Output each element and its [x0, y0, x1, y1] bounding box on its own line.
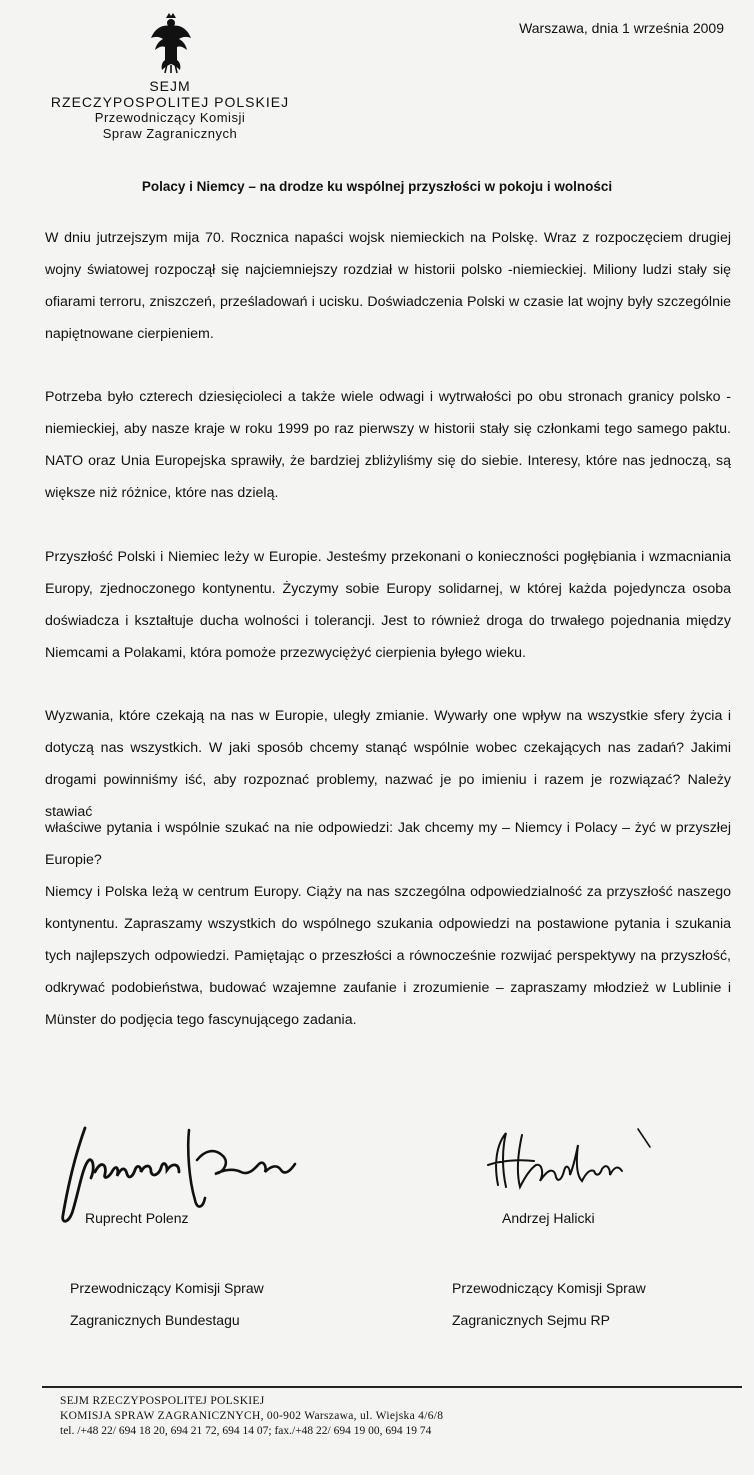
signatory-left-role: [70, 1272, 264, 1336]
signatory-right-name: Andrzej Halicki: [502, 1210, 595, 1226]
signatory-left-role-line2: Zagranicznych Bundestagu: [70, 1312, 240, 1328]
footer-line-3: tel. /+48 22/ 694 18 20, 694 21 72, 694 14 07; fax./+48 22/ 694 19 00, 694 19 74: [60, 1425, 432, 1437]
footer-divider: [42, 1386, 742, 1388]
letterhead-footer: [60, 1394, 443, 1439]
signatory-left-role-line1: Przewodniczący Komisji Spraw: [70, 1280, 264, 1296]
footer-line-2: KOMISJA SPRAW ZAGRANICZNYCH, 00-902 Warszawa, ul. Wiejska 4/6/8: [60, 1410, 444, 1422]
paragraph-4: Wyzwania, które czekają na nas w Europie, uległy zmianie. Wywarły one wpływ na wszystkie sfery życia i dotyczą nas wszystkich. W jaki sposób chcemy stanąć wspólnie wobec czekających nas zadań? Jakimi drogami powinniśmy iść, aby rozpoznać problemy, nazwać je po imieniu i razem je rozwiązać? Należy stawiać: [45, 708, 731, 820]
signatory-right-role-line1: Przewodniczący Komisji Spraw: [452, 1280, 646, 1296]
sender-header: [20, 78, 320, 142]
signatory-right-role-line2: Zagranicznych Sejmu RP: [452, 1312, 610, 1328]
paragraph-2: Potrzeba było czterech dziesięcioleci a także wiele odwagi i wytrwałości po obu stronach granicy polsko - niemieckiej, aby nasze kraje w roku 1999 po raz pierwszy w historii stały się członkami tego samego paktu. NATO oraz Unia Europejska sprawiły, że bardziej zbliżyliśmy się do siebie. Interesy, które nas jednoczą, są większe niż różnice, które nas dzielą.: [45, 389, 731, 501]
signatory-right-role: [452, 1272, 646, 1336]
paragraph-5: Niemcy i Polska leżą w centrum Europy. Ciąży na nas szczególna odpowiedzialność za przyszłość naszego kontynentu. Zapraszamy wszystkich do wspólnego szukania odpowiedzi na postawione pytania i szukania tych najlepszych odpowiedzi. Pamiętając o przeszłości a równocześnie rozwijać perspektywy na przyszłość, odkrywać podobieństwa, budować wzajemne zaufanie i zrozumienie – zapraszamy młodzież w Lublinie i Münster do podjęcia tego fascynującego zadania.: [45, 884, 731, 1028]
signatory-left-name: Ruprecht Polenz: [85, 1210, 189, 1226]
paragraph-1: W dniu jutrzejszym mija 70. Rocznica napaści wojsk niemieckich na Polskę. Wraz z rozpoczęciem drugiej wojny światowej rozpoczął się najciemniejszy rozdział w historii polsko -niemieckiej. Miliony ludzi stały się ofiarami terroru, zniszczeń, prześladowań i ucisku. Doświadczenia Polski w czasie lat wojny były szczególnie napiętnowane cierpieniem.: [45, 230, 731, 342]
header-line-sejm: SEJM: [149, 78, 191, 94]
header-line-republic: RZECZYPOSPOLITEJ POLSKIEJ: [50, 94, 290, 110]
paragraph-4-continued: właściwe pytania i wspólnie szukać na nie odpowiedzi: Jak chcemy my – Niemcy i Polacy – żyć w przyszłej Europie?: [45, 820, 731, 868]
header-line-chairman: Przewodniczący Komisji: [94, 110, 246, 125]
letter-date: Warszawa, dnia 1 września 2009: [519, 20, 724, 36]
footer-line-1: SEJM RZECZYPOSPOLITEJ POLSKIEJ: [60, 1395, 265, 1407]
header-line-committee: Spraw Zagranicznych: [102, 126, 238, 141]
signature-right: [478, 1125, 668, 1205]
paragraph-3: Przyszłość Polski i Niemiec leży w Europie. Jesteśmy przekonani o konieczności pogłębiania i wzmacniania Europy, zjednoczonego kontynentu. Życzymy sobie Europy solidarnej, w której każda pojedyncza osoba doświadcza i kształtuje ducha wolności i tolerancji. Jest to również droga do trwałego pojednania między Niemcami a Polakami, która pomoże przezwyciężyć cierpienia byłego wieku.: [45, 549, 731, 661]
letter-title: Polacy i Niemcy – na drodze ku wspólnej przyszłości w pokoju i wolności: [141, 179, 613, 194]
polish-eagle-emblem-icon: [150, 12, 192, 74]
